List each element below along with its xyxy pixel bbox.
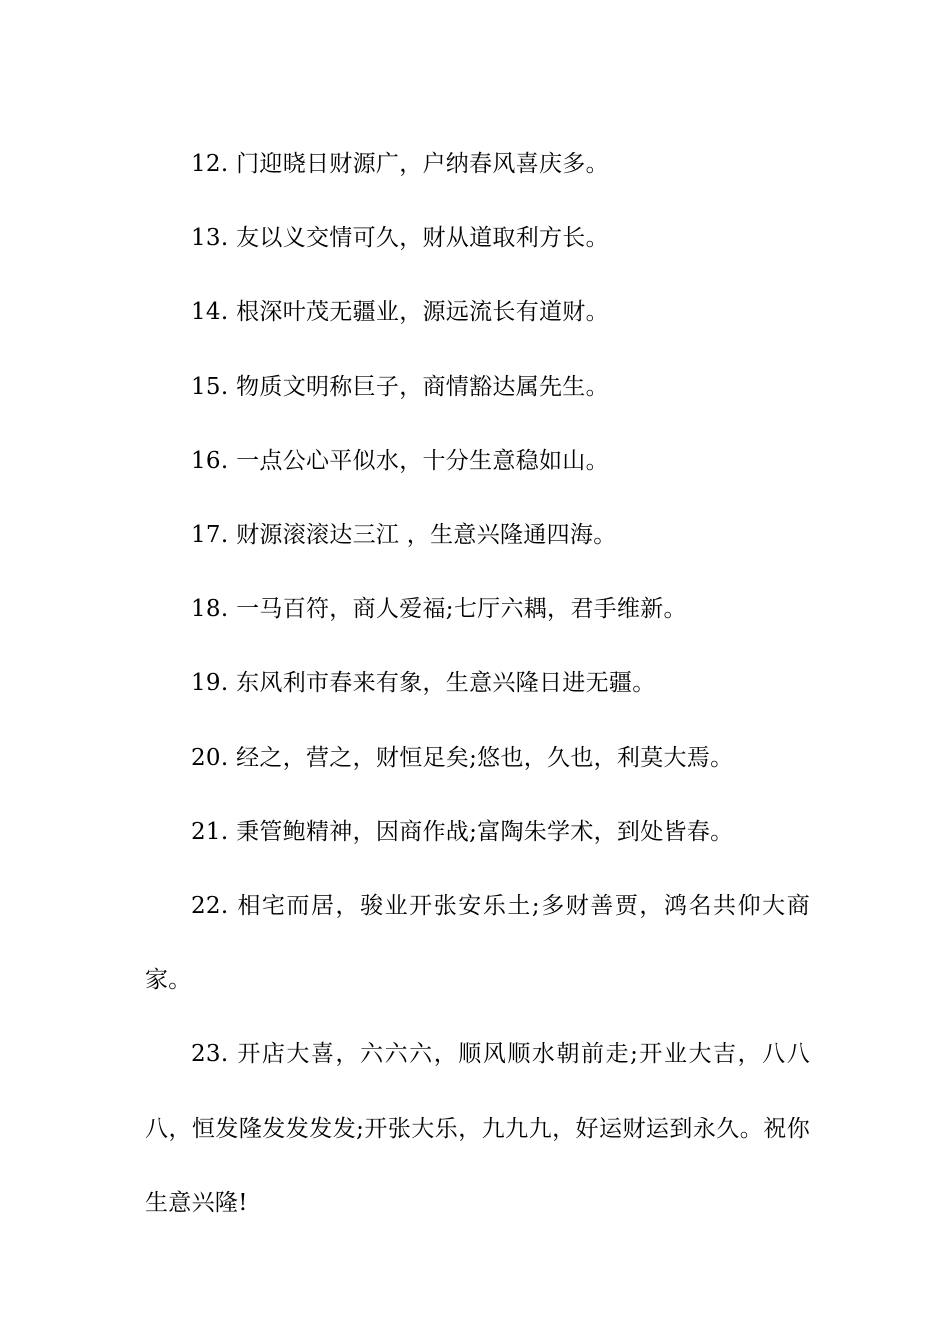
paragraph-21: 21. 秉管鲍精神，因商作战;富陶朱学术，到处皆春。	[191, 818, 734, 845]
paragraph-20: 20. 经之，营之，财恒足矣;悠也，久也，利莫大焉。	[191, 744, 734, 771]
paragraph-22: 22. 相宅而居，骏业开张安乐土;多财善贾，鸿名共仰大商家。	[145, 893, 810, 994]
paragraph-19: 19. 东风利市春来有象，生意兴隆日进无疆。	[191, 670, 656, 697]
paragraph-15: 15. 物质文明称巨子，商情豁达属先生。	[191, 373, 609, 400]
paragraph-14: 14. 根深叶茂无疆业，源远流长有道财。	[191, 299, 609, 326]
paragraph-17: 17. 财源滚滚达三江 ，生意兴隆通四海。	[191, 522, 617, 549]
document-body	[145, 127, 810, 1240]
paragraph-23: 23. 开店大喜，六六六，顺风顺水朝前走;开业大吉，八八八，恒发隆发发发发;开张大乐，九九九，好运财运到永久。祝你生意兴隆!	[145, 1041, 810, 1216]
paragraph-18: 18. 一马百符，商人爱福;七厅六耦，君手维新。	[191, 596, 687, 623]
paragraph-16: 16. 一点公心平似水，十分生意稳如山。	[191, 447, 609, 474]
paragraph-13: 13. 友以义交情可久，财从道取利方长。	[191, 225, 609, 252]
paragraph-12: 12. 门迎晓日财源广，户纳春风喜庆多。	[191, 151, 609, 177]
